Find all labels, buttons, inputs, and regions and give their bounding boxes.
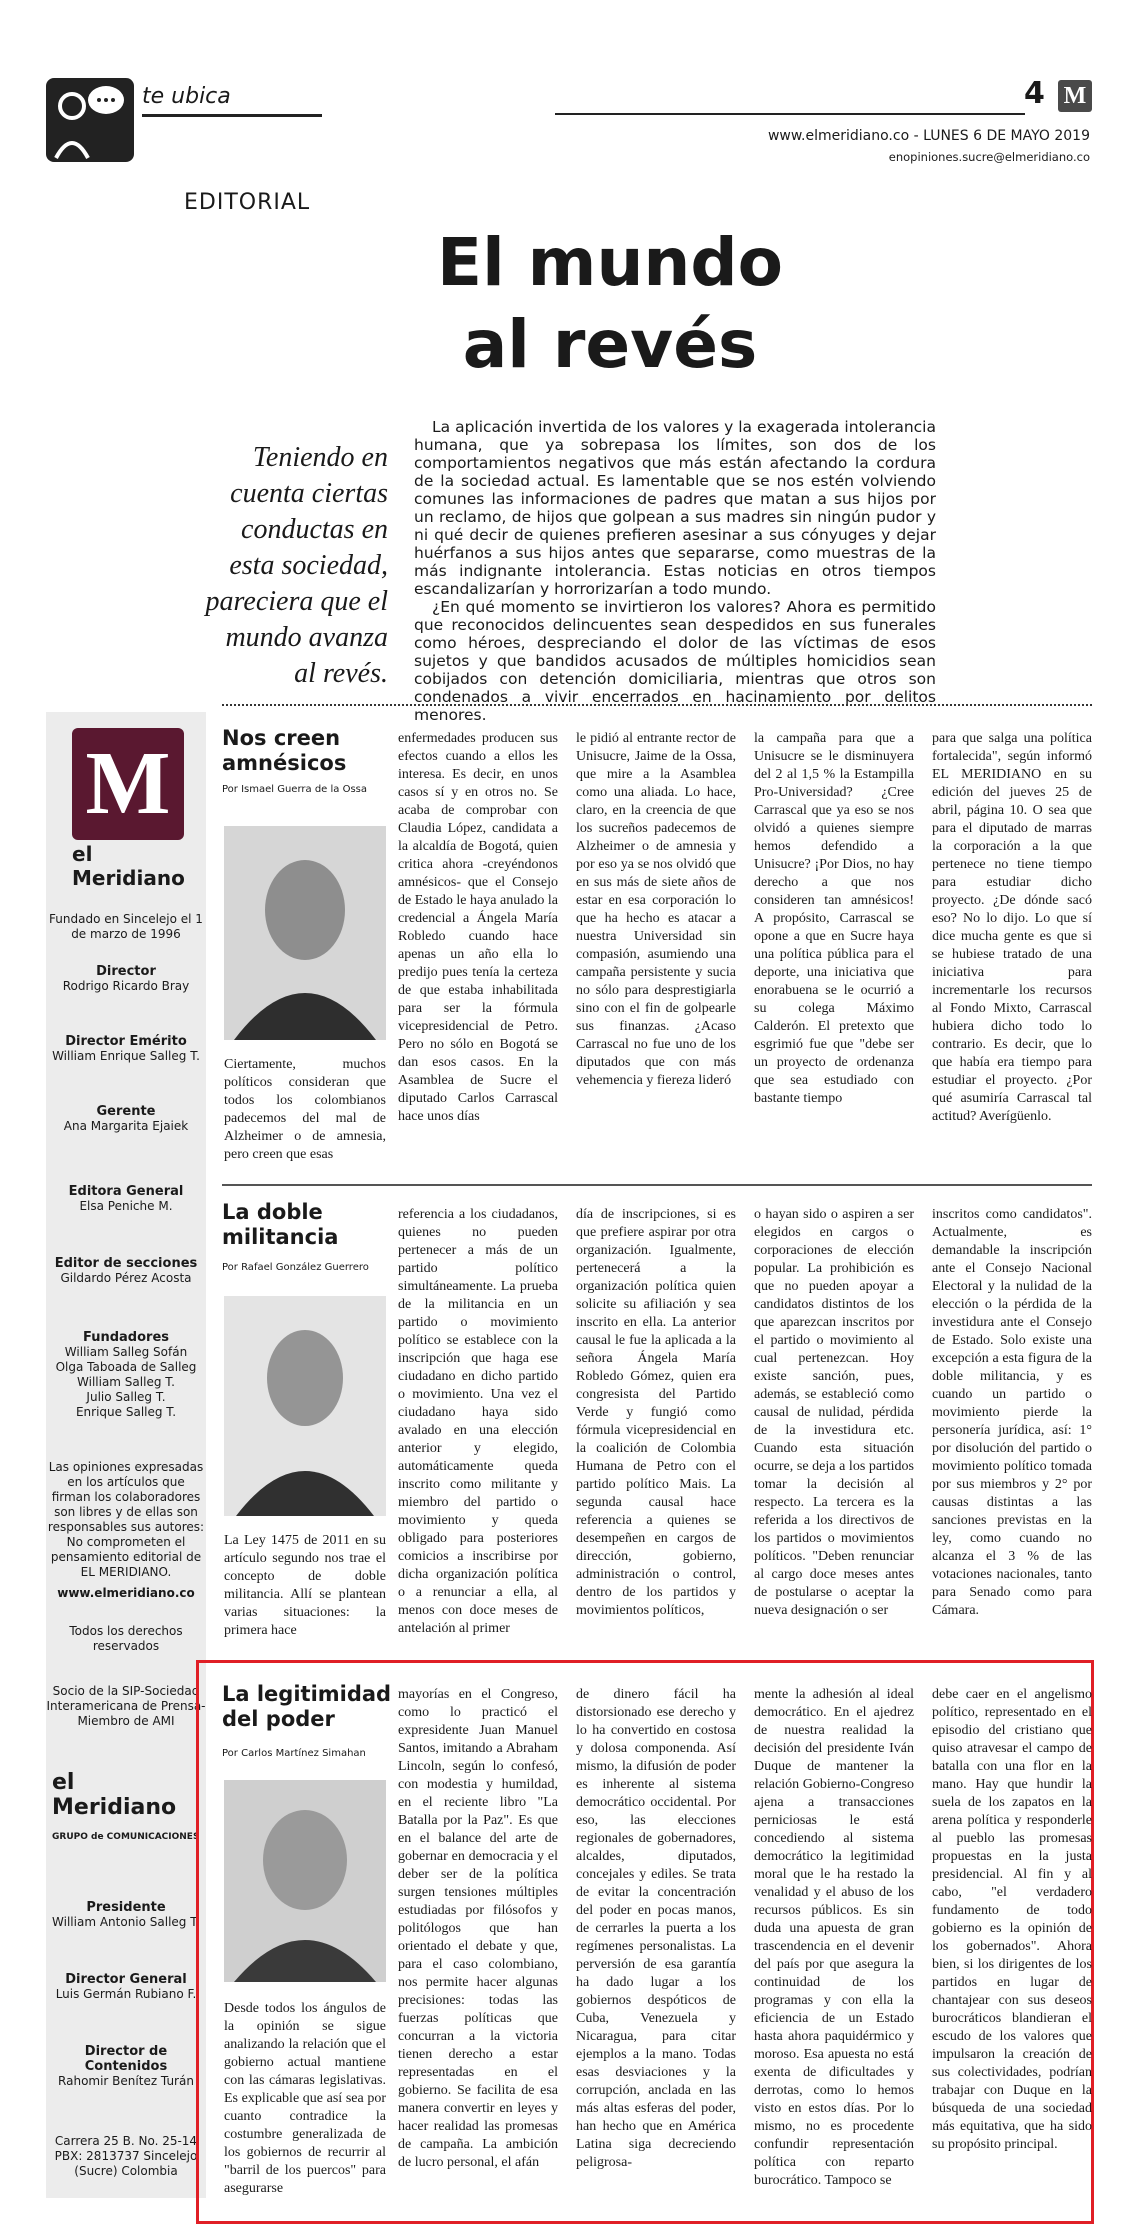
staff-role: Editor de secciones: [54, 1256, 198, 1271]
page-number: 4: [1024, 76, 1045, 111]
staff-name: Ana Margarita Ejaiek: [63, 1119, 189, 1133]
article-column: referencia a los ciudadanos, quienes no pueden pertenecer a más de un partido político simultáneamente. La prueba de la militancia en un partido o movimiento político se establece con la inscripción que haga ese ciudadano en dicho partido o movimiento. Una vez el ciudadano haya sido avalado en una elección anterior y elegido, automáticamente queda inscrito como militante y miembro del partido o movimiento y queda obligado para posteriores comicios a inscribirse por dicha organización política o a renunciar a ella, al menos con doce meses de antelación al primer: [398, 1207, 558, 1636]
paragraph: La aplicación invertida de los valores y la exagerada intolerancia humana, que ya sobrepasa los límites, son dos de los comportamientos negativos que más están afectando la cordura de la sociedad actual. Es lamentable que se nos estén volviendo comunes las informaciones de padres que matan a sus hijos por un reclamo, de hijos que golpean a sus madres sin ningún pudor y ni qué decir de quienes prefieren asesinar a sus cónyuges y dejar huérfanos a sus hijos antes que separarse, como muestras de la más indignante intolerancia. Estas noticias en otros tiempos escandalizarían y horrorizarían a todo mundo.: [414, 418, 936, 598]
founded-text: Fundado en Sincelejo el 1 de marzo de 1996: [49, 912, 203, 941]
staff-entry: [46, 1104, 206, 1134]
staff-entry: [46, 2044, 206, 2089]
title-line: El mundo: [436, 224, 784, 301]
brand-logo: M: [1058, 80, 1092, 112]
group-logo: [52, 1770, 202, 1845]
pull-quote: Teniendo en cuenta ciertas conductas en esta sociedad, pareciera que el mundo avanza al revés.: [205, 442, 388, 689]
article-lead: Desde todos los ángulos de la opinión se sigue analizando la relación que el gobierno actual mantiene con las cámaras legislativas. Es explicable que así sea por cuanto contradice la costumbre generalizada de los gobiernos de recurrir al "barril de los puercos" para asegurarse: [224, 2001, 386, 2196]
article-column: mente la adhesión al ideal democrático. En el ajedrez de nuestra realidad la decisión del presidente Iván Duque de mantener la relación Gobierno-Congreso ajena a transacciones perniciosas le está concediendo al sistema democrático la legitimidad moral que le ha restado la venalidad y el abuso de los recursos públicos. Es sin duda una apuesta de gran trascendencia en el devenir del país por que asegura la continuidad de los programas y con ella la eficiencia de un Estado hasta ahora paquidérmico y moroso. Esa apuesta no está exenta de dificultades y derrotas, como lo hemos visto en estos días. Por lo mismo, no es procedente confundir representación política con reparto burocrático. Tampoco se: [754, 1687, 914, 2188]
brand-logo: M: [72, 728, 184, 840]
staff-name: Rodrigo Ricardo Bray: [62, 979, 190, 993]
staff-name: William Antonio Salleg T.: [52, 1915, 200, 1929]
article-column: para que salga una política fortalecida", según informó EL MERIDIANO en su edición del jueves 25 de abril, página 10. O sea que para el diputado de marras la corporación a la que pertenece no tiene tiempo para estudiar dicho proyecto. ¿De dónde sacó eso? No lo dijo. Lo que sí dice mucha gente es que si se hubiese tratado de una iniciativa para incrementarle los recursos al Fondo Mixto, Carrascal hubiera dicho todo lo contrario. Es decir, que lo que había era tiempo para estudiar el proyecto. ¿Por qué asumiría Carrascal tal actitud? Averígüenlo.: [932, 731, 1092, 1124]
divider: [222, 1184, 1092, 1186]
staff-name: Julio Salleg T.: [86, 1390, 166, 1404]
staff-name: Enrique Salleg T.: [75, 1405, 177, 1419]
staff-name: Luis Germán Rubiano F.: [55, 1987, 197, 2001]
article-column: mayorías en el Congreso, como lo practicó el expresidente Juan Manuel Santos, imitando a Abraham Lincoln, según lo confesó, con modestia y humildad, en el reciente libro "La Batalla por la Paz". Es que en el balance del arte de gobernar en democracia y el deber ser de la política surgen tensiones múltiples estudiadas por filósofos y politólogos que han orientado el debate y que, para el caso colombiano, nos permite hacer algunas precisiones: todas las fuerzas políticas que concurran a la victoria tienen derecho a estar representadas en el gobierno. Se facilita de esa manera convertir en leyes y hacer realidad las promesas de campaña. La ambición de lucro personal, el afán: [398, 1687, 558, 2170]
article-column: o hayan sido o aspiren a ser elegidos en cargos o corporaciones de elección popular. La prohibición es que no pueden apoyar a candidatos distintos de los que aparezcan inscritos por el partido o movimiento al cual pertenezcan. Hoy existe sanción, pues, además, se estableció como causal de nulidad, pérdida de la investidura etc. Cuando esta situación ocurre, se deja a los partidos tomar la decisión al respecto. La tercera es la referida a los directivos de los partidos o movimientos políticos. "Deben renunciar al cargo doce meses antes de postularse o aceptar la nueva designación o ser: [754, 1207, 914, 1618]
staff-name: Gildardo Pérez Acosta: [60, 1271, 192, 1285]
staff-name: Rahomir Benítez Turán: [58, 2074, 194, 2088]
staff-role: Director Emérito: [65, 1034, 187, 1049]
author-photo: [224, 826, 386, 1040]
group-brand-sub: GRUPO de COMUNICACIONES: [52, 1832, 200, 1842]
staff-entry: [46, 1256, 206, 1286]
staff-name: William Salleg T.: [77, 1375, 175, 1389]
staff-name: Elsa Peniche M.: [79, 1199, 173, 1213]
editorial-body: [414, 418, 936, 724]
article-column: inscritos como candidatos". Actualmente, es demandable la inscripción ante el Consejo Nacional Electoral y la nulidad de la elección o la pérdida de la investidura ante el Consejo de Estado. Solo existe una excepción a esta figura de la doble militancia, y es cuando un partido o movimiento pierde la personería jurídica, así: 1° por disolución del partido o movimiento político tomada por sus miembros y 2° por causas distintas a las sanciones previstas en la ley, como cuando no alcanza el 3 % de las votaciones nacionales, tanto para Senado como para Cámara.: [932, 1207, 1092, 1618]
staff-entry: [46, 964, 206, 994]
date-line[interactable]: www.elmeridiano.co - LUNES 6 DE MAYO 2019: [767, 128, 1090, 144]
staff-role: Director de Contenidos: [84, 2044, 168, 2074]
staff-name: William Enrique Salleg T.: [52, 1049, 200, 1063]
staff-name: Olga Taboada de Salleg: [55, 1360, 197, 1374]
byline: Por Ismael Guerra de la Ossa: [222, 784, 367, 795]
staff-role: Director: [96, 964, 156, 979]
group-brand: el Meridiano: [52, 1770, 177, 1820]
divider: [142, 114, 322, 117]
staff-entry: [46, 1900, 206, 1930]
title-line: al revés: [462, 306, 758, 383]
disclaimer: Las opiniones expresadas en los artículos que firman los colaboradores son libres y de ellas son responsables sus autores: No comprometen el pensamiento editorial de EL MERIDIANO.: [47, 1460, 205, 1579]
article-column: enfermedades producen sus efectos cuando a ellos les interesa. Es decir, en unos casos sí y en otros no. Se acaba de comprobar con Claudia López, candidata a la alcaldía de Bogotá, quien critica ahora -creyéndonos amnésicos- que el Consejo de Estado le haya anulado la credencial a Ángela María Robledo cuando hace apenas un año ella lo predijo pues tenía la certeza de que estaba inhabilitada para ser la fórmula vicepresidencial de Petro. Pero no sólo en Bogotá se dan esos casos. En la Asamblea de Sucre el diputado Carlos Carrascal hace unos días: [398, 731, 558, 1124]
article-title: La doble militancia: [222, 1200, 339, 1249]
byline: Por Rafael González Guerrero: [222, 1262, 369, 1273]
rights-text: Todos los derechos reservados: [69, 1624, 183, 1653]
author-photo: [224, 1296, 386, 1516]
section-tag: te ubica: [142, 84, 231, 109]
article-lead: La Ley 1475 de 2011 en su artículo segundo nos trae el concepto de doble militancia. Allí se plantean varias situaciones: la primera hace: [224, 1533, 386, 1638]
article-title: La legitimidad del poder: [222, 1682, 392, 1731]
email-link[interactable]: enopiniones.sucre@elmeridiano.co: [888, 150, 1090, 164]
article-column: debe caer en el angelismo político, representado en el episodio del cristiano que quiso atravesar el campo de batalla con una flor en la mano. Hay que hundir la suela de los zapatos en la arena política y responderle al pueblo las promesas propuestas en la justa presidencial. Al fin y al cabo, "el verdadero fundamento de todo gobierno es la opinión de los gobernados". Ahora bien, si los dirigentes de los partidos en lugar de chantajear con sus deseos burocráticos blandieran el escudo de los valores que impulsaron la creación de sus colectividades, podrían trabajar con Duque en la búsqueda de una sociedad más equitativa, que ha sido su propósito principal.: [932, 1687, 1092, 2152]
article-lead: Ciertamente, muchos políticos consideran que todos los colombianos padecemos del mal de Alzheimer o de amnesia, pero creen que esas: [224, 1057, 386, 1162]
staff-role: Director General: [65, 1972, 187, 1987]
section-icon: [46, 78, 134, 162]
staff-entry: [46, 1034, 206, 1064]
address: Carrera 25 B. No. 25-14 PBX: 2813737 Sincelejo (Sucre) Colombia: [54, 2134, 198, 2178]
divider: [555, 113, 1025, 115]
staff-role: Fundadores: [82, 1330, 170, 1345]
paragraph: ¿En qué momento se invirtieron los valores? Ahora es permitido que reconocidos delincuentes sean despedidos en sus funerales como héroes, despreciando el dolor de las víctimas de esos sujetos y que bandidos acusados de múltiples homicidios sean cobijados con detención domiciliaria, mientras que otros son condenados a vivir encerrados en hacinamiento por delitos menores.: [414, 598, 936, 724]
divider: [222, 704, 1092, 706]
author-photo: [224, 1780, 386, 1982]
editorial-label: EDITORIAL: [184, 190, 311, 215]
staff-entry: [46, 1330, 206, 1420]
website-link[interactable]: www.elmeridiano.co: [57, 1586, 195, 1600]
article-title: Nos creen amnésicos: [222, 726, 347, 775]
brand-name: el Meridiano: [72, 842, 185, 890]
staff-role: Gerente: [96, 1104, 156, 1119]
byline: Por Carlos Martínez Simahan: [222, 1748, 366, 1759]
staff-role: Editora General: [68, 1184, 184, 1199]
staff-entry: [46, 1184, 206, 1214]
article-column: de dinero fácil ha distorsionado ese derecho y lo ha convertido en costosa y dolosa componenda. Así mismo, la difusión de poder es inherente al sistema democrático occidental. Por eso, las elecciones regionales de gobernadores, alcaldes, diputados, concejales y ediles. Se trata de evitar la concentración del poder en pocas manos, de cerrarles la puerta a los regímenes personalistas. La perversión de esa garantía ha dado lugar a los gobiernos despóticos de Cuba, Venezuela y Nicaragua, para citar ejemplos a la mano. Todas esas desviaciones y la corrupción, anclada en las más altas esferas del poder, han hecho que en América Latina siga decreciendo peligrosa-: [576, 1687, 736, 2170]
membership-text: Socio de la SIP-Sociedad Interamericana de Prensa-Miembro de AMI: [46, 1684, 206, 1728]
staff-entry: [46, 1972, 206, 2002]
staff-name: William Salleg Sofán: [64, 1345, 188, 1359]
article-column: día de inscripciones, si es que prefiere aspirar por otra organización. Igualmente, pertenecerá a la organización política quien solicite su afiliación y sea inscrito en ella. La anterior causal le fue la aplicada a la señora Ángela María Robledo Gómez, quien era congresista del Partido Verde y fungió como fórmula vicepresidencial en la coalición de Colombia Humana de Petro con el partido político Mais. La segunda causal hace referencia a quienes se desempeñen en cargos de dirección, gobierno, administración o control, dentro de los partidos y movimientos políticos,: [576, 1207, 736, 1618]
article-column: le pidió al entrante rector de Unisucre, Jaime de la Ossa, que mire a la Asamblea como una aliada. Lo hace, claro, en la creencia de que los sucreños padecemos de Alzheimer o de amnesia y por eso ya se nos olvidó que en sus más de siete años de estar en esa corporación lo que ha hecho es atacar a nuestra Universidad sin compasión, asumiendo una campaña persistente y sucia no sólo para desprestigiarla sino con el fin de golpearle sus finanzas. ¿Acaso Carrascal no fue uno de los diputados que con más vehemencia y fiereza lideró: [576, 731, 736, 1088]
article-column: la campaña para que a Unisucre se le disminuyera del 2 al 1,5 % la Estampilla Pro-Universidad? ¿Cree Carrascal que ya eso se nos olvidó a quienes siempre hemos defendido a Unisucre? ¡Por Dios, no hay derecho a que nos consideren tan amnésicos! A propósito, Carrascal se opone a que en Sucre haya una política pública para el deporte, una iniciativa que enorabuena se le ocurrió a su colega Máximo Calderón. El pretexto que esgrimió fue que "debe ser un proyecto de ordenanza que sea estudiado con bastante tiempo: [754, 731, 914, 1106]
page-title: [380, 222, 840, 386]
staff-role: Presidente: [86, 1900, 166, 1915]
